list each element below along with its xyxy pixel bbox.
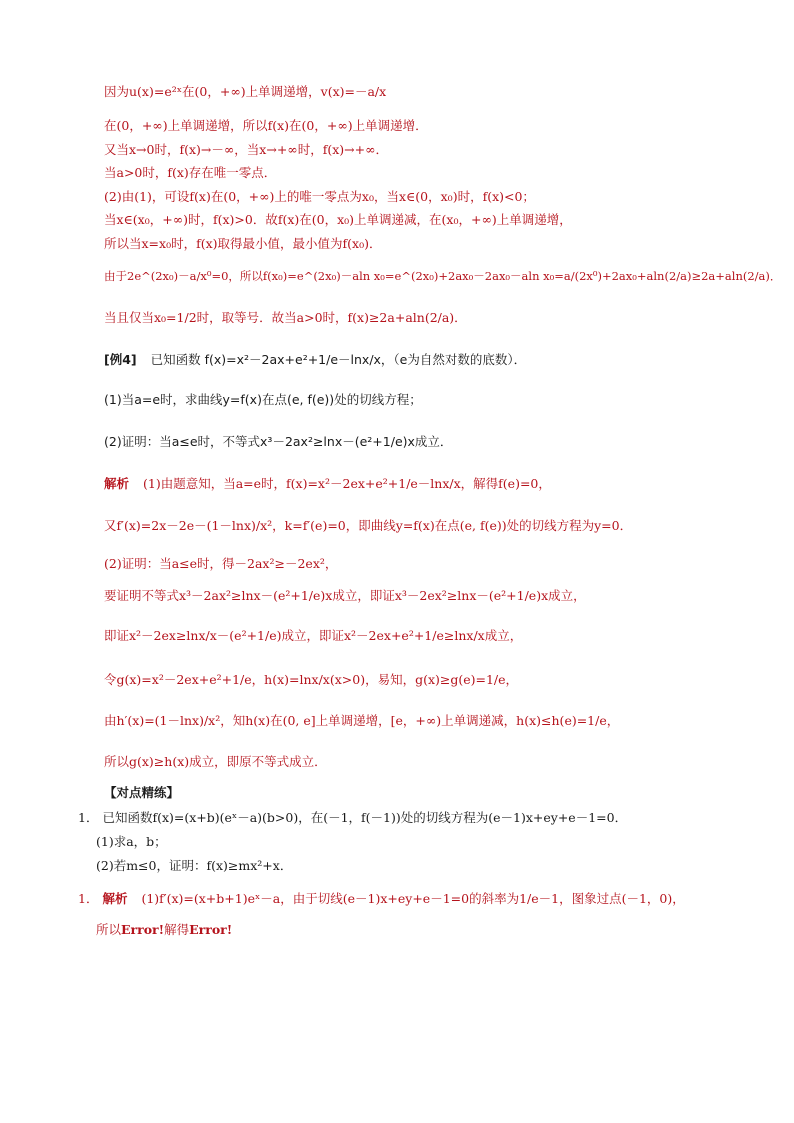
- practice-solution-line-1: [78, 891, 685, 907]
- practice-solution-number: 1．: [78, 891, 99, 906]
- analysis-line-3: (2)证明：当a≤e时，得－2ax²≥－2ex²，: [104, 556, 338, 571]
- solution-line-4: 当a>0时，f(x)存在唯一零点．: [104, 165, 277, 180]
- analysis-line-4: 要证明不等式x³－2ax²≥lnx－(e²+1/e)x成立，即证x³－2ex²≥lnx－(e²+1/e)x成立，: [104, 588, 586, 603]
- solution-line-1: 因为u(x)=e²ˣ在(0，+∞)上单调递增，v(x)=－a/x: [104, 84, 387, 99]
- analysis-text-1: (1)由题意知，当a=e时，f(x)=x²－2ex+e²+1/e－lnx/x，解得f(e)=0，: [143, 476, 551, 491]
- practice-number: 1．: [78, 810, 99, 825]
- practice-solution-line-2: [96, 922, 232, 938]
- practice-heading: 【对点精练】: [104, 785, 180, 800]
- analysis-label: 解析: [104, 476, 130, 491]
- practice-statement: 已知函数f(x)=(x+b)(eˣ－a)(b>0)，在(－1，f(－1))处的切线方程为(e－1)x+ey+e－1=0．: [102, 810, 628, 825]
- solution-line-2: 在(0，+∞)上单调递增，所以f(x)在(0，+∞)上单调递增．: [104, 118, 428, 133]
- analysis-line-8: 所以g(x)≥h(x)成立，即原不等式成立．: [104, 754, 327, 769]
- analysis-line-7: 由h′(x)=(1－lnx)/x²，知h(x)在(0, e]上单调递增，[e，+∞)上单调递减，h(x)≤h(e)=1/e，: [104, 713, 620, 728]
- analysis-line-1: [104, 476, 551, 492]
- solution-mid: 解得: [164, 922, 190, 937]
- example-question-2: (2)证明：当a≤e时，不等式x³－2ax²≥lnx－(e²+1/e)x成立．: [104, 434, 453, 449]
- error-token-2: Error!: [189, 922, 233, 937]
- error-token-1: Error!: [121, 922, 165, 937]
- example-statement: 已知函数 f(x)=x²－2ax+e²+1/e－lnx/x，（e为自然对数的底数）．: [150, 352, 527, 367]
- example-label: [例4]: [104, 352, 137, 367]
- practice-solution-label: 解析: [102, 891, 128, 906]
- solution-line-9: 当且仅当x₀=1/2时，取等号．故当a>0时，f(x)≥2a+aln(2/a)．: [104, 310, 467, 325]
- practice-question-2: (2)若m≤0，证明：f(x)≥mx²+x．: [96, 858, 293, 873]
- example-4: [104, 352, 526, 368]
- analysis-line-5: 即证x²－2ex≥lnx/x－(e²+1/e)成立，即证x²－2ex+e²+1/e≥lnx/x成立，: [104, 628, 523, 643]
- solution-line-3: 又当x→0时，f(x)→－∞，当x→+∞时，f(x)→+∞．: [104, 142, 388, 157]
- solution-line-7: 所以当x=x₀时，f(x)取得最小值，最小值为f(x₀)．: [104, 236, 382, 251]
- example-question-1: (1)当a=e时，求曲线y=f(x)在点(e, f(e))处的切线方程；: [104, 392, 422, 407]
- solution-prefix: 所以: [96, 922, 122, 937]
- solution-line-6: 当x∈(x₀，+∞)时，f(x)>0．故f(x)在(0，x₀)上单调递减，在(x₀，+∞)上单调递增，: [104, 212, 572, 227]
- solution-line-8: 由于2e^(2x₀)－a/x⁰=0，所以f(x₀)=e^(2x₀)－aln x₀=e^(2x₀)+2ax₀－2ax₀－aln x₀=a/(2x⁰)+2ax₀+aln(2/a)≥2a+aln(2/a)．: [104, 269, 782, 283]
- practice-solution-text: (1)f′(x)=(x+b+1)eˣ－a，由于切线(e－1)x+ey+e－1=0的斜率为1/e－1，图象过点(－1，0)，: [141, 891, 685, 906]
- practice-problem-1: [78, 810, 627, 826]
- analysis-line-2: 又f′(x)=2x－2e－(1－lnx)/x²，k=f′(e)=0，即曲线y=f(x)在点(e, f(e))处的切线方程为y=0．: [104, 518, 633, 533]
- practice-question-1: (1)求a，b；: [96, 834, 167, 849]
- solution-line-5: (2)由(1)，可设f(x)在(0，+∞)上的唯一零点为x₀，当x∈(0，x₀)时，f(x)<0；: [104, 189, 535, 204]
- analysis-line-6: 令g(x)=x²－2ex+e²+1/e，h(x)=lnx/x(x>0)，易知，g(x)≥g(e)=1/e，: [104, 672, 519, 687]
